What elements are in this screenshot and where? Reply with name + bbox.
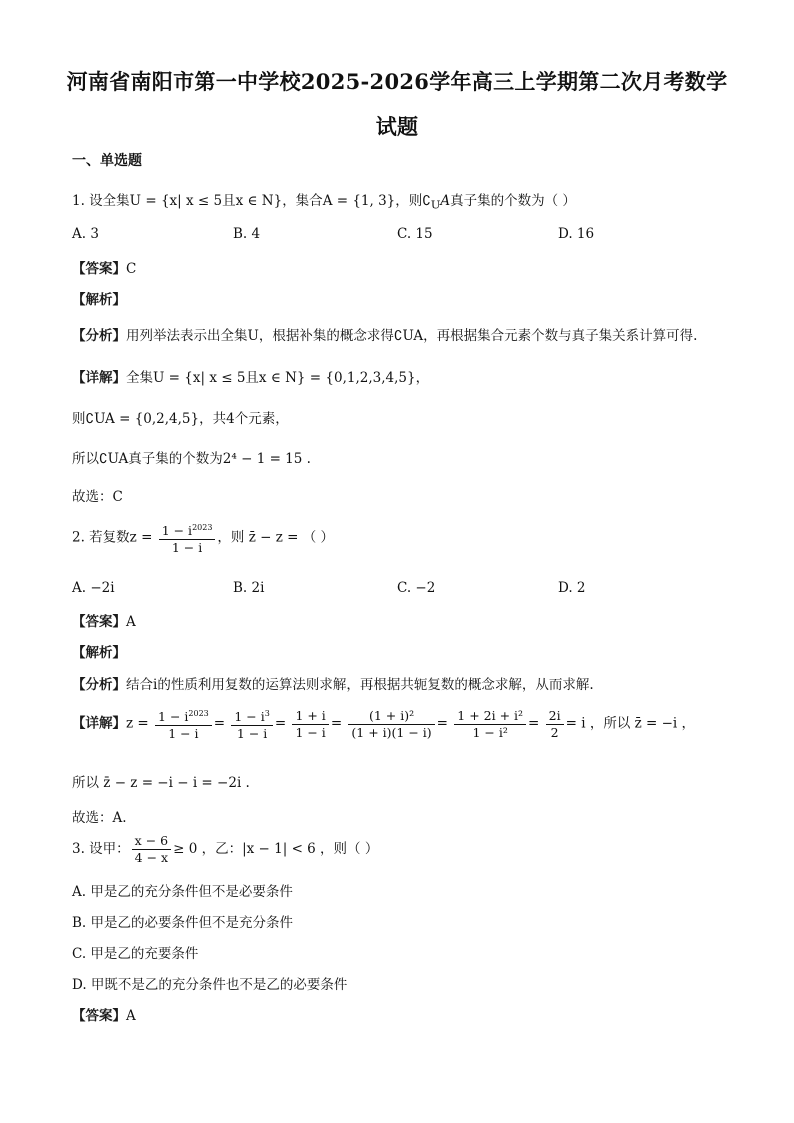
q2-fraction: [159, 520, 216, 556]
q1-comp-sub: U: [430, 198, 441, 212]
answer-label: 【答案】: [72, 614, 126, 630]
q2-detail-frac-1: [155, 706, 212, 742]
fenxi-label: 【分析】: [72, 677, 126, 693]
q1-detail-3: 所以∁UA真子集的个数为2⁴ − 1 = 15 .: [72, 451, 311, 467]
q2-frac-sup: 2023: [192, 523, 213, 532]
q2-detail-frac-2: [231, 706, 272, 742]
q2-option-c: C. −2: [397, 580, 436, 596]
q2-analysis-label: [72, 641, 126, 661]
q2-detail-frac-6: [546, 708, 564, 741]
q3-answer-value: A: [126, 1008, 136, 1024]
q1-option-b: B. 4: [233, 226, 261, 242]
q1-stem: [72, 189, 576, 212]
q1-mid: ，集合: [282, 193, 323, 209]
q2-f1-num: 1 − i: [158, 709, 189, 725]
q3-option-d: D. 甲既不是乙的充分条件也不是乙的必要条件: [72, 977, 348, 993]
q1-answer: [72, 257, 136, 277]
q3-frac-num: x − 6: [132, 833, 171, 850]
q2-f4-num: (1 + i)²: [348, 708, 434, 725]
q1-set-a: A = {1, 3}: [322, 193, 396, 209]
q3-option-c: C. 甲是乙的充要条件: [72, 946, 199, 962]
q3-frac-den: 4 − x: [134, 850, 169, 865]
q3-stem: [72, 833, 378, 866]
q2-detail-1: 【详解】z = $\frac{1 - i^{2023}}{1 - i}$ = $\frac{1 - i^3}{1 - i}$ = $\frac{1 + i}{1 - i}$ = $\frac{\text{(1 + i)²}}{(1 + i)(1 - i)}$ = $\frac{\text{1 + 2i + i²}}{\text{1 − i²}}$ = $\frac{2i}{2}$ = i ，所以 z̄ = −i ，: [72, 707, 696, 742]
q1-option-c: C. 15: [397, 226, 433, 242]
q3-fraction: [132, 833, 171, 866]
q1-complement: [422, 193, 451, 212]
q2-f6-num: 2i: [546, 708, 564, 725]
q2-detail-2: 所以 z̄ − z = −i − i = −2i .: [72, 775, 250, 791]
q1-tail-pre: ，则: [395, 193, 423, 209]
q2-fenxi: [72, 673, 594, 693]
q2-detail-frac-5: [454, 708, 526, 741]
q1-answer-value: C: [126, 261, 137, 277]
q1-stem-prefix: 1. 设全集: [72, 193, 130, 209]
title-line-2: 试题: [375, 114, 419, 139]
q2-f6-den: 2: [550, 724, 559, 740]
q2-detail-z: z =: [126, 715, 149, 732]
q2-detail-frac-4: [348, 708, 434, 741]
q1-detail-1-text: 全集U = {x| x ≤ 5且x ∈ N} = {0,1,2,3,4,5}，: [126, 370, 430, 386]
q2-frac-num: 1 − i: [161, 523, 193, 539]
q1-option-a: A. 3: [72, 226, 99, 242]
analysis-label: 【解析】: [72, 292, 126, 308]
q2-tail: ，则 z̄ − z = （ ）: [217, 529, 335, 546]
q1-fenxi: [72, 324, 697, 344]
q1-comp-a: A: [440, 193, 451, 209]
q2-answer-value: A: [126, 614, 136, 630]
q3-stem-mid: ≥ 0 ，乙：|x − 1| < 6 ，则（ ）: [173, 841, 379, 857]
fenxi-label: 【分析】: [72, 328, 126, 344]
q2-f5-den: 1 − i²: [472, 724, 508, 740]
q2-f5-num: 1 + 2i + i²: [454, 708, 526, 725]
q2-conclusion: 故选：A.: [72, 810, 127, 826]
q1-set-u: U = {x| x ≤ 5: [129, 193, 223, 209]
q2-stem: [72, 520, 334, 556]
q2-stem-prefix: 2. 若复数: [72, 529, 130, 546]
q2-option-d: D. 2: [558, 580, 586, 596]
q2-z-eq: z =: [129, 529, 153, 546]
q2-option-a: A. −2i: [72, 580, 115, 596]
q1-tail: 真子集的个数为（ ）: [450, 193, 576, 209]
q1-analysis-label: [72, 288, 126, 308]
xiangjie-label: 【详解】: [72, 370, 126, 386]
title-line-1: 河南省南阳市第一中学校2025-2026学年高三上学期第二次月考数学: [66, 69, 728, 94]
q2-option-b: B. 2i: [233, 580, 265, 596]
analysis-label: 【解析】: [72, 645, 126, 661]
q2-answer: [72, 610, 136, 630]
q3-answer: [72, 1004, 136, 1024]
q2-f1-sup: 2023: [188, 709, 209, 718]
q2-f1-den: 1 − i: [168, 726, 199, 742]
answer-label: 【答案】: [72, 1008, 126, 1024]
q2-f4-den: (1 + i)(1 − i): [351, 724, 432, 740]
q1-option-d: D. 16: [558, 226, 595, 242]
q2-f3-num: 1 + i: [292, 708, 328, 725]
answer-label: 【答案】: [72, 261, 126, 277]
q1-detail-1: [72, 366, 429, 386]
q1-detail-2: 则∁UA = {0,2,4,5}，共4个元素，: [72, 411, 289, 427]
q1-conclusion: 故选：C: [72, 489, 123, 505]
q1-qie: 且: [222, 193, 236, 209]
q2-detail-frac-3: [292, 708, 328, 741]
q2-f2-sup: 3: [264, 709, 270, 718]
q2-f3-den: 1 − i: [295, 724, 326, 740]
xiangjie-label: 【详解】: [72, 715, 126, 732]
section-heading: 一、单选题: [72, 153, 142, 169]
q2-f2-num: 1 − i: [234, 709, 265, 725]
q1-fenxi-text: 用列举法表示出全集U，根据补集的概念求得∁UA，再根据集合元素个数与真子集关系计算可得.: [126, 328, 698, 344]
q2-frac-den: 1 − i: [171, 540, 203, 556]
q1-set-u2: x ∈ N}: [235, 193, 283, 209]
q3-option-a: A. 甲是乙的充分条件但不是必要条件: [72, 884, 293, 900]
q2-fenxi-text: 结合i的性质利用复数的运算法则求解，再根据共轭复数的概念求解，从而求解.: [126, 677, 594, 693]
q2-detail-tail: = i ，所以 z̄ = −i ，: [565, 715, 696, 732]
q3-stem-prefix: 3. 设甲：: [72, 841, 130, 857]
q1-comp-symbol: ∁: [422, 193, 431, 209]
q3-option-b: B. 甲是乙的必要条件但不是充分条件: [72, 915, 294, 931]
q2-f2-den: 1 − i: [236, 726, 268, 742]
